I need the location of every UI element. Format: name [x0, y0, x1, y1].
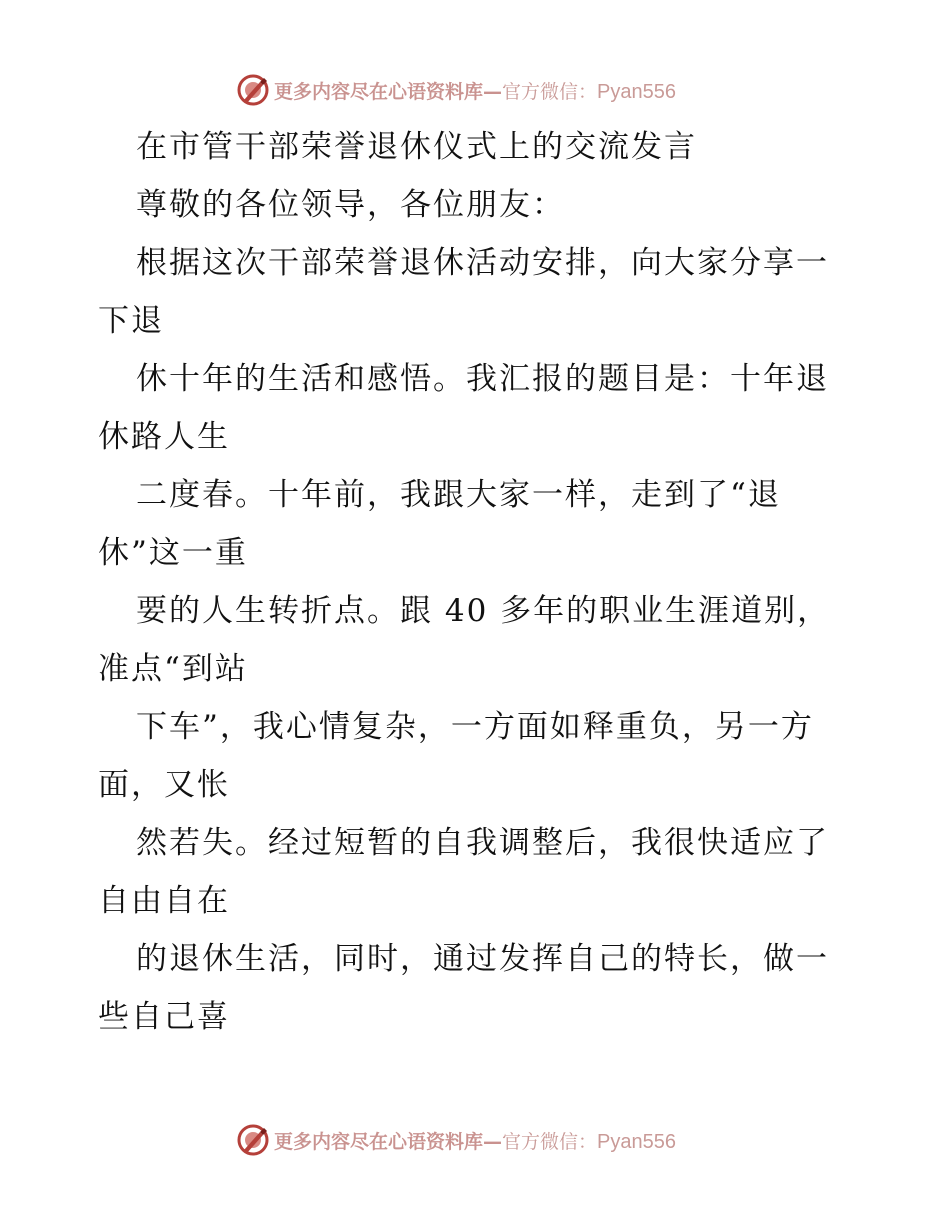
text-line: 准点“到站 — [98, 651, 248, 687]
document-body — [98, 118, 858, 1046]
header-watermark-text: 更多内容尽在心语资料库—官方微信：Pyan556 — [274, 80, 676, 103]
text-line: 自由自在 — [98, 883, 230, 919]
salutation: 尊敬的各位领导，各位朋友： — [136, 187, 565, 223]
text-line: 面，又怅 — [98, 767, 230, 803]
text-line: 二度春。十年前，我跟大家一样，走到了“退 — [136, 477, 781, 513]
pen-logo-icon — [236, 73, 270, 107]
text-line: 下退 — [98, 303, 164, 339]
pen-logo-icon — [236, 1123, 270, 1157]
footer-watermark-banner — [236, 1122, 676, 1158]
text-line: 然若失。经过短暂的自我调整后，我很快适应了 — [136, 825, 829, 861]
footer-watermark-text: 更多内容尽在心语资料库—官方微信：Pyan556 — [274, 1130, 676, 1153]
text-line: 下车”，我心情复杂，一方面如释重负，另一方 — [136, 709, 814, 745]
text-line: 休路人生 — [98, 419, 230, 455]
text-line: 要的人生转折点。跟 40 多年的职业生涯道别， — [136, 593, 831, 629]
document-title: 在市管干部荣誉退休仪式上的交流发言 — [136, 129, 697, 165]
text-line: 休”这一重 — [98, 535, 248, 571]
text-line: 些自己喜 — [98, 999, 230, 1035]
text-line: 的退休生活，同时，通过发挥自己的特长，做一 — [136, 941, 829, 977]
header-watermark-banner — [236, 72, 676, 108]
text-line: 根据这次干部荣誉退休活动安排，向大家分享一 — [136, 245, 829, 281]
text-line: 休十年的生活和感悟。我汇报的题目是：十年退 — [136, 361, 829, 397]
